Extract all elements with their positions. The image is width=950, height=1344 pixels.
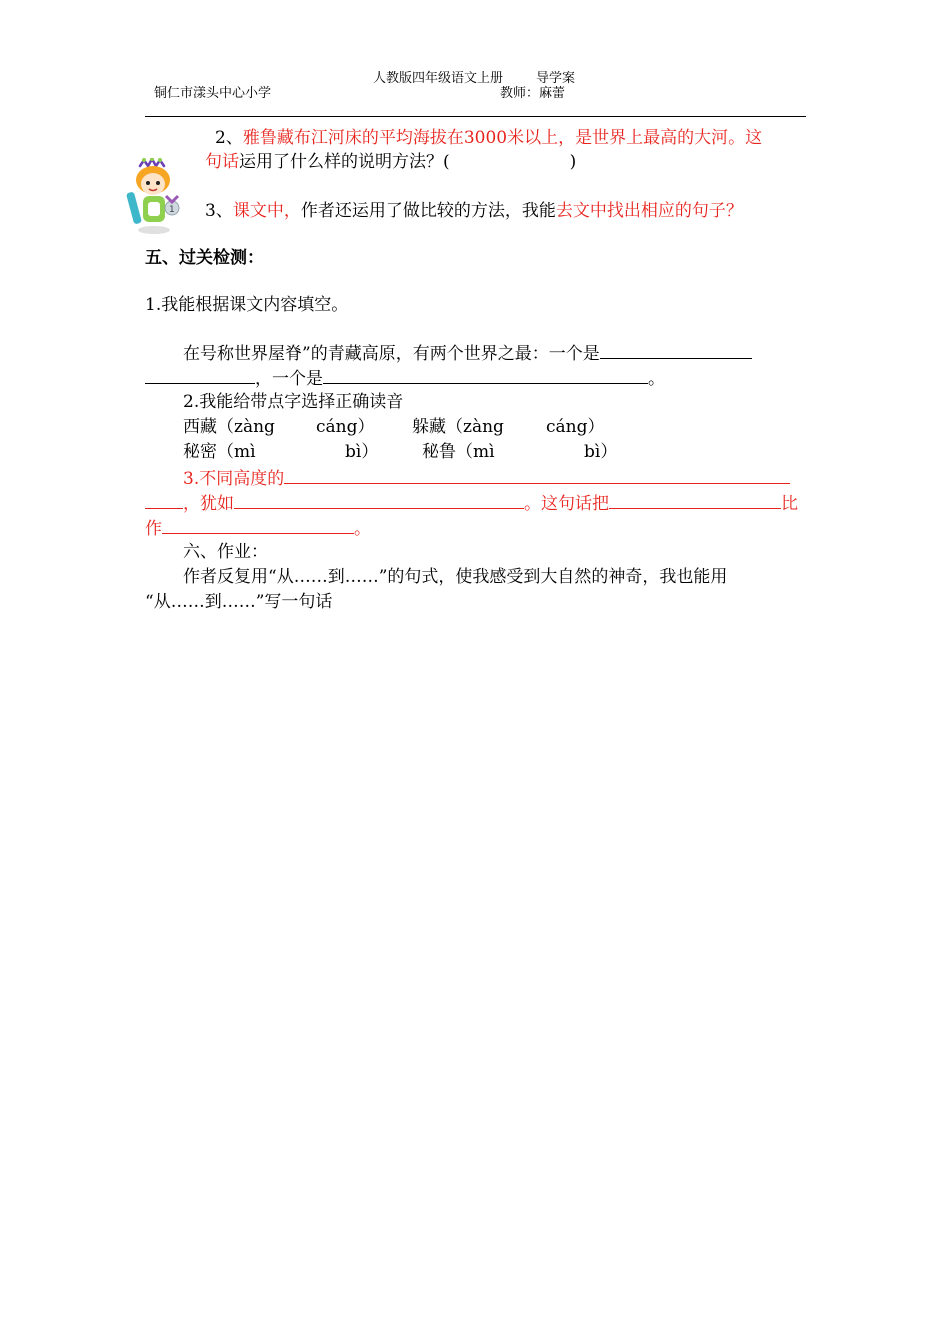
question-3 xyxy=(205,199,743,223)
item-3-blank-4[interactable] xyxy=(162,515,354,534)
pinyin-open: （ xyxy=(456,442,473,462)
pinyin-choice-4-opt2 xyxy=(584,440,617,464)
section-6-line1: 作者反复用“从……到……”的句式，使我感受到大自然的神奇，我也能用 xyxy=(183,567,728,587)
header-school: 铜仁市漾头中心小学 xyxy=(154,86,272,101)
pinyin-choice-1 xyxy=(183,415,275,439)
question-3-red-start: 课文中， xyxy=(232,201,301,221)
item-3-blank-3[interactable] xyxy=(609,490,781,509)
pinyin-close: ） xyxy=(361,442,379,462)
item-3-ba: 。这句话把 xyxy=(524,494,609,514)
fill-blank-text-b: ，一个是 xyxy=(255,369,323,389)
pinyin-word: 躲藏 xyxy=(412,417,446,437)
pinyin-open: （ xyxy=(446,417,463,437)
header-teacher: 教师：麻蕾 xyxy=(500,86,566,101)
pinyin-choice-4 xyxy=(422,440,495,464)
pinyin-choice-1-opt2 xyxy=(316,415,375,439)
pinyin-choice-2 xyxy=(412,415,504,439)
svg-text:1: 1 xyxy=(169,205,175,215)
student-cartoon-icon xyxy=(126,158,192,236)
pinyin-choice-3-opt2 xyxy=(345,440,378,464)
fill-blank-1-cont[interactable] xyxy=(145,365,255,384)
item-3-start: 3.不同高度的 xyxy=(183,469,285,489)
question-3-prompt: 作者还运用了做比较的方法，我能 xyxy=(300,201,556,221)
section-6-line2: “从……到……”写一句话 xyxy=(145,592,333,612)
pinyin-word: 秘鲁 xyxy=(422,442,456,462)
pinyin-close: ） xyxy=(600,442,618,462)
pinyin-choice-2-opt2 xyxy=(546,415,605,439)
section-5-item-2: 2.我能给带点字选择正确读音 xyxy=(183,392,404,412)
item-3-blank-2[interactable] xyxy=(234,490,524,509)
item-3-like: ，犹如 xyxy=(183,494,234,514)
header-divider xyxy=(145,116,806,117)
pinyin-option[interactable]: cáng xyxy=(546,417,588,437)
pinyin-word: 西藏 xyxy=(183,417,217,437)
item-3-zuo: 作 xyxy=(145,519,162,539)
question-2-sentence: 雅鲁藏布江河床的平均海拔在3000米以上，是世界上最高的大河。这 xyxy=(242,128,763,148)
pinyin-option[interactable]: mì xyxy=(473,442,495,462)
pinyin-open: （ xyxy=(217,442,234,462)
header-book-title: 人教版四年级语文上册 xyxy=(373,71,504,86)
fill-blank-text-a: 在号称世界屋脊”的青藏高原，有两个世界之最：一个是 xyxy=(183,344,600,364)
question-2-sentence-end: 句话 xyxy=(205,152,239,172)
item-3-blank-1-cont[interactable] xyxy=(145,490,183,509)
pinyin-word: 秘密 xyxy=(183,442,217,462)
section-5-item-3-line2 xyxy=(145,490,798,516)
fill-blank-line-a xyxy=(183,340,752,366)
pinyin-open: （ xyxy=(217,417,234,437)
item-3-blank-1[interactable] xyxy=(284,465,790,484)
section-5-item-3-line3 xyxy=(145,515,371,541)
section-6-title: 六、作业： xyxy=(183,542,268,562)
question-2-close-paren: ) xyxy=(569,152,577,172)
question-2-number: 2、 xyxy=(215,128,243,148)
item-3-end: 。 xyxy=(354,519,371,539)
header-doc-type: 导学案 xyxy=(536,71,576,86)
pinyin-option[interactable]: bì xyxy=(345,442,362,462)
fill-blank-end: 。 xyxy=(648,369,665,389)
pinyin-close: ） xyxy=(587,417,605,437)
section-5-item-1: 1.我能根据课文内容填空。 xyxy=(145,295,349,315)
question-2-line2 xyxy=(205,150,576,174)
question-2-line1 xyxy=(215,126,762,150)
fill-blank-2[interactable] xyxy=(323,365,648,384)
pinyin-choice-3 xyxy=(183,440,256,464)
pinyin-option[interactable]: cáng xyxy=(316,417,358,437)
question-2-prompt: 运用了什么样的说明方法？( xyxy=(239,152,450,172)
pinyin-close: ） xyxy=(357,417,375,437)
section-5-title: 五、过关检测： xyxy=(145,248,264,268)
fill-blank-1[interactable] xyxy=(600,340,752,359)
pinyin-option[interactable]: zàng xyxy=(463,417,504,437)
section-5-item-3-line1 xyxy=(183,465,790,491)
item-3-bi: 比 xyxy=(781,494,798,514)
question-3-number: 3、 xyxy=(205,201,233,221)
pinyin-option[interactable]: mì xyxy=(234,442,256,462)
pinyin-option[interactable]: zàng xyxy=(234,417,275,437)
fill-blank-line-b xyxy=(145,365,665,391)
question-3-red-end: 去文中找出相应的句子？ xyxy=(555,201,743,221)
pinyin-option[interactable]: bì xyxy=(584,442,601,462)
